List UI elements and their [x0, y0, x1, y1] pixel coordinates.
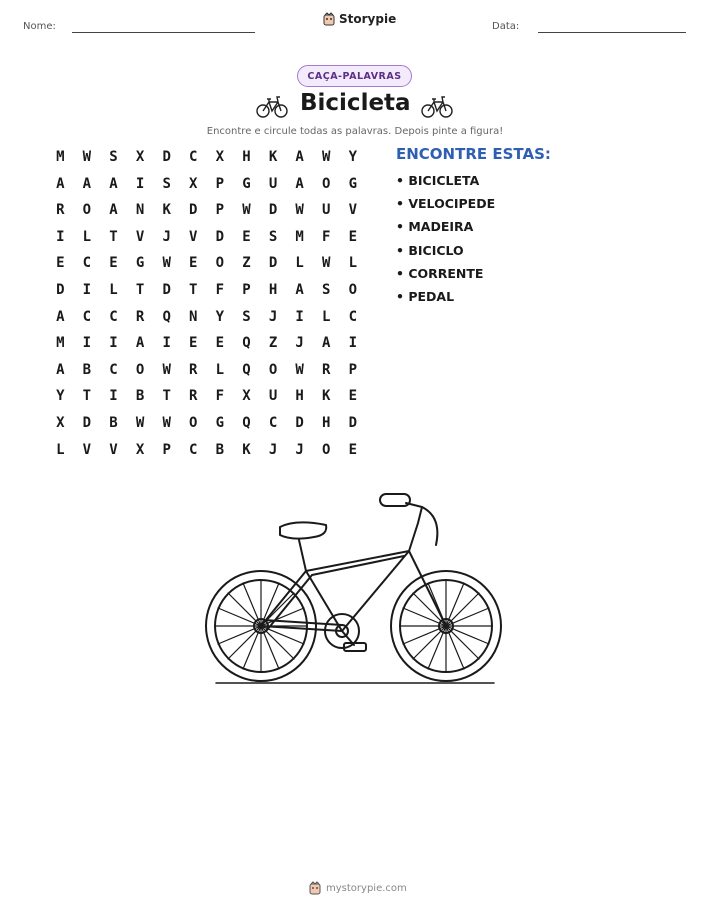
- bicycle-coloring-illustration: [196, 485, 516, 690]
- grid-cell: E: [109, 255, 118, 272]
- grid-cell: L: [215, 361, 225, 378]
- word-list: [396, 172, 495, 311]
- grid-cell: R: [322, 361, 331, 378]
- grid-cell: W: [135, 414, 145, 431]
- grid-cell: F: [322, 228, 331, 245]
- grid-cell: Z: [242, 255, 251, 272]
- grid-cell: Y: [56, 388, 65, 405]
- grid-cell: P: [242, 281, 251, 298]
- grid-cell: B: [135, 388, 145, 405]
- grid-cell: K: [242, 441, 251, 458]
- grid-cell: E: [242, 228, 251, 245]
- grid-cell: I: [295, 308, 304, 325]
- grid-row: [47, 308, 366, 335]
- grid-cell: L: [109, 281, 118, 298]
- grid-cell: J: [268, 441, 278, 458]
- grid-cell: A: [295, 175, 304, 192]
- grid-cell: Q: [162, 308, 171, 325]
- grid-cell: P: [215, 175, 225, 192]
- grid-cell: C: [82, 255, 92, 272]
- grid-cell: I: [162, 335, 171, 352]
- grid-cell: W: [242, 202, 251, 219]
- grid-cell: W: [295, 202, 304, 219]
- grid-cell: O: [322, 441, 331, 458]
- grid-cell: E: [348, 388, 358, 405]
- grid-cell: W: [162, 255, 171, 272]
- grid-cell: V: [82, 441, 92, 458]
- storypie-icon: [308, 881, 322, 895]
- grid-cell: T: [135, 281, 145, 298]
- grid-cell: O: [215, 255, 225, 272]
- grid-cell: J: [162, 228, 171, 245]
- storypie-icon: [322, 12, 336, 26]
- grid-row: [47, 228, 366, 255]
- grid-cell: R: [135, 308, 145, 325]
- grid-cell: J: [295, 335, 304, 352]
- grid-cell: V: [135, 228, 145, 245]
- grid-cell: W: [162, 414, 171, 431]
- brand-name: Storypie: [339, 12, 397, 26]
- grid-cell: G: [348, 175, 358, 192]
- grid-cell: D: [295, 414, 304, 431]
- grid-cell: W: [162, 361, 171, 378]
- grid-cell: R: [56, 202, 65, 219]
- grid-cell: F: [215, 388, 225, 405]
- grid-cell: X: [135, 441, 145, 458]
- grid-cell: H: [295, 388, 304, 405]
- grid-cell: L: [348, 255, 358, 272]
- word-item: • MADEIRA: [396, 219, 474, 235]
- grid-cell: C: [82, 308, 92, 325]
- grid-row: [47, 441, 366, 468]
- grid-cell: O: [348, 281, 358, 298]
- grid-cell: K: [322, 388, 331, 405]
- grid-cell: A: [56, 175, 65, 192]
- grid-cell: P: [215, 202, 225, 219]
- grid-cell: X: [189, 175, 198, 192]
- grid-cell: S: [162, 175, 171, 192]
- grid-cell: M: [295, 228, 304, 245]
- grid-cell: W: [322, 255, 331, 272]
- grid-cell: D: [82, 414, 92, 431]
- grid-cell: D: [56, 281, 65, 298]
- grid-cell: E: [215, 335, 225, 352]
- grid-cell: C: [189, 441, 198, 458]
- grid-cell: N: [135, 202, 145, 219]
- grid-cell: I: [135, 175, 145, 192]
- word-item: • CORRENTE: [396, 265, 484, 281]
- grid-cell: K: [268, 149, 278, 165]
- instructions: Encontre e circule todas as palavras. Depois pinte a figura!: [206, 126, 504, 137]
- grid-cell: N: [189, 308, 198, 325]
- grid-cell: A: [109, 175, 118, 192]
- grid-cell: Q: [242, 335, 251, 352]
- grid-cell: V: [109, 441, 118, 458]
- grid-cell: U: [268, 175, 278, 192]
- grid-cell: S: [109, 149, 118, 165]
- grid-cell: W: [322, 149, 331, 165]
- grid-cell: L: [56, 441, 65, 458]
- grid-cell: O: [268, 361, 278, 378]
- word-item: • PEDAL: [396, 288, 455, 304]
- name-line: [72, 32, 255, 33]
- grid-cell: S: [322, 281, 331, 298]
- grid-cell: X: [215, 149, 225, 165]
- grid-cell: D: [162, 149, 171, 165]
- grid-cell: D: [268, 255, 278, 272]
- grid-cell: T: [189, 281, 198, 298]
- grid-cell: R: [189, 361, 198, 378]
- grid-cell: R: [189, 388, 198, 405]
- page-title: Bicicleta: [300, 90, 411, 116]
- grid-cell: U: [322, 202, 331, 219]
- grid-cell: V: [348, 202, 358, 219]
- grid-row: [47, 361, 366, 388]
- grid-cell: P: [348, 361, 358, 378]
- letter-grid: [47, 148, 366, 467]
- grid-cell: C: [348, 308, 358, 325]
- grid-cell: A: [295, 281, 304, 298]
- date-label: Data:: [492, 21, 520, 32]
- grid-row: [47, 334, 366, 361]
- grid-cell: D: [348, 414, 358, 431]
- grid-cell: L: [322, 308, 331, 325]
- grid-cell: B: [82, 361, 92, 378]
- grid-cell: K: [162, 202, 171, 219]
- grid-cell: G: [242, 175, 251, 192]
- grid-cell: E: [189, 335, 198, 352]
- grid-cell: H: [242, 149, 251, 165]
- bicycle-icon-right: [421, 93, 453, 119]
- grid-cell: O: [135, 361, 145, 378]
- grid-cell: I: [109, 335, 118, 352]
- footer: [308, 881, 407, 895]
- word-item: • VELOCIPEDE: [396, 196, 496, 212]
- grid-row: [47, 175, 366, 202]
- grid-cell: D: [268, 202, 278, 219]
- grid-cell: T: [162, 388, 171, 405]
- grid-cell: I: [56, 228, 65, 245]
- grid-cell: W: [82, 149, 92, 165]
- grid-cell: S: [242, 308, 251, 325]
- grid-cell: T: [109, 228, 118, 245]
- grid-cell: U: [268, 388, 278, 405]
- grid-cell: Y: [215, 308, 225, 325]
- grid-cell: A: [82, 175, 92, 192]
- grid-cell: X: [135, 149, 145, 165]
- grid-cell: I: [82, 335, 92, 352]
- grid-cell: O: [82, 202, 92, 219]
- grid-row: [47, 281, 366, 308]
- grid-cell: A: [56, 361, 65, 378]
- word-list-title: ENCONTRE ESTAS:: [396, 145, 551, 163]
- grid-cell: F: [215, 281, 225, 298]
- grid-cell: H: [268, 281, 278, 298]
- grid-cell: C: [268, 414, 278, 431]
- grid-cell: A: [295, 149, 304, 165]
- grid-row: [47, 254, 366, 281]
- grid-cell: V: [189, 228, 198, 245]
- brand-logo: [322, 12, 396, 26]
- date-line: [538, 32, 686, 33]
- grid-cell: Q: [242, 414, 251, 431]
- grid-cell: Q: [242, 361, 251, 378]
- grid-cell: O: [189, 414, 198, 431]
- grid-cell: B: [109, 414, 118, 431]
- word-item: • BICICLO: [396, 242, 464, 258]
- grid-cell: P: [162, 441, 171, 458]
- grid-cell: B: [215, 441, 225, 458]
- grid-cell: X: [56, 414, 65, 431]
- grid-cell: G: [135, 255, 145, 272]
- grid-cell: C: [189, 149, 198, 165]
- grid-cell: Z: [268, 335, 278, 352]
- grid-cell: M: [56, 335, 65, 352]
- grid-cell: J: [268, 308, 278, 325]
- puzzle-type-badge: CAÇA-PALAVRAS: [297, 65, 412, 87]
- grid-cell: M: [56, 149, 65, 165]
- grid-cell: I: [348, 335, 358, 352]
- grid-cell: E: [348, 441, 358, 458]
- grid-cell: J: [295, 441, 304, 458]
- grid-cell: E: [189, 255, 198, 272]
- grid-cell: I: [82, 281, 92, 298]
- grid-cell: W: [295, 361, 304, 378]
- grid-cell: X: [242, 388, 251, 405]
- grid-cell: L: [82, 228, 92, 245]
- grid-cell: A: [56, 308, 65, 325]
- grid-cell: A: [322, 335, 331, 352]
- grid-cell: E: [56, 255, 65, 272]
- grid-cell: O: [322, 175, 331, 192]
- grid-row: [47, 387, 366, 414]
- grid-cell: I: [109, 388, 118, 405]
- grid-cell: E: [348, 228, 358, 245]
- grid-cell: H: [322, 414, 331, 431]
- grid-row: [47, 201, 366, 228]
- word-item: • BICICLETA: [396, 173, 480, 188]
- grid-cell: L: [295, 255, 304, 272]
- grid-cell: D: [162, 281, 171, 298]
- grid-cell: D: [215, 228, 225, 245]
- grid-row: [47, 148, 366, 175]
- grid-cell: C: [109, 361, 118, 378]
- grid-cell: S: [268, 228, 278, 245]
- name-label: Nome:: [23, 21, 56, 32]
- grid-cell: C: [109, 308, 118, 325]
- grid-cell: G: [215, 414, 225, 431]
- footer-url: mystorypie.com: [326, 882, 407, 894]
- grid-cell: D: [189, 202, 198, 219]
- grid-cell: Y: [348, 149, 358, 165]
- grid-cell: A: [109, 202, 118, 219]
- grid-cell: A: [135, 335, 145, 352]
- bicycle-icon-left: [256, 93, 288, 119]
- grid-cell: T: [82, 388, 92, 405]
- grid-row: [47, 414, 366, 441]
